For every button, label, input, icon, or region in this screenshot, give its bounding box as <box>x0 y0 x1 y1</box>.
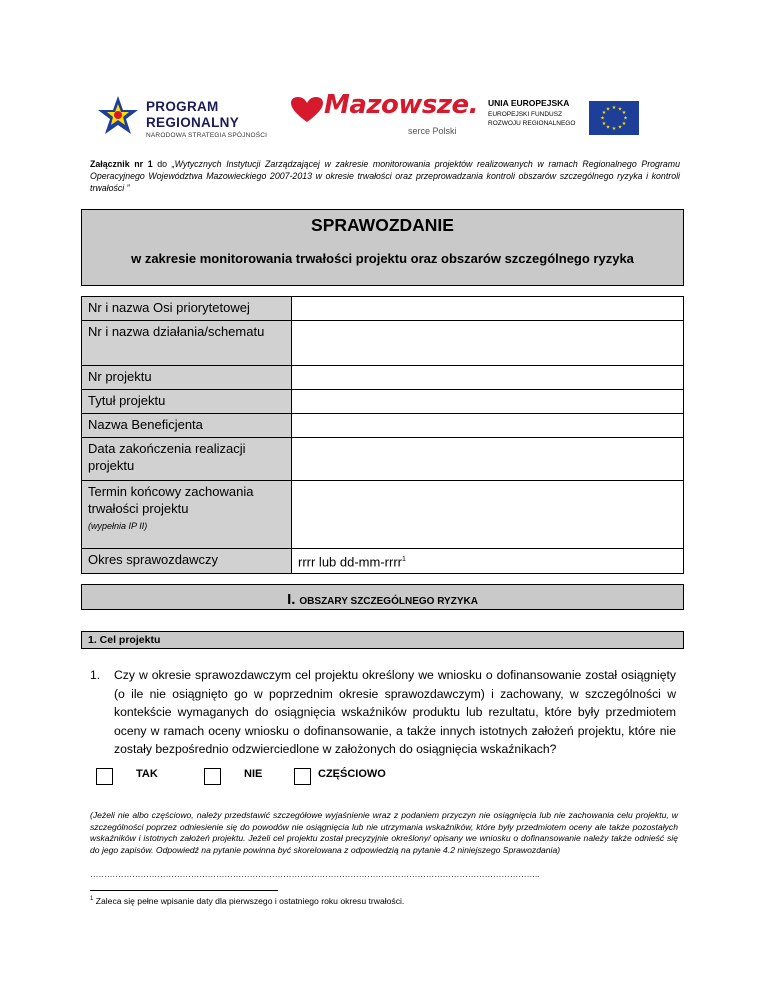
section-title: OBSZARY SZCZEGÓLNEGO RYZYKA <box>299 596 478 607</box>
tak-checkbox[interactable] <box>96 768 113 785</box>
action-label: Nr i nazwa działania/schematu <box>82 321 292 366</box>
logo-bar <box>78 86 676 144</box>
action-field[interactable] <box>292 321 684 366</box>
project-no-label: Nr projektu <box>82 366 292 390</box>
czesciowo-label: CZĘŚCIOWO <box>318 768 386 780</box>
eu-flag-icon <box>589 101 639 135</box>
answer-options <box>96 766 556 790</box>
nie-label: NIE <box>244 768 263 780</box>
program-star-icon <box>96 94 140 138</box>
durability-note: (wypełnia IP II) <box>88 521 148 531</box>
section-heading <box>81 584 684 610</box>
end-date-field[interactable] <box>292 438 684 481</box>
project-title-label: Tytuł projektu <box>82 390 292 414</box>
question-number: 1. <box>90 668 101 682</box>
ue-line1: UNIA EUROPEJSKA <box>488 98 570 108</box>
question-explanation: (Jeżeli nie albo częściowo, należy przedstawić szczegółowe wyjaśnienie wraz z podaniem przyczyn nie osiągnięcia lub nie zachowania celu projektu, w szczególności poprzez odniesienie się do powodów nie osiągnięcia lub nie utrzymania wskaźników, które były przedmiotem oceny ale także pozostałych wskaźników i istotnych założeń projektu. Jeżeli cel projektu został precyzyjnie określony/ opisany we wniosku o dofinansowanie należy także odnieść się do jego zapisów. Odpowiedź na pytanie powinna być skorelowana z odpowiedzią na pytanie 4.2 niniejszego Sprawozdania) <box>90 810 678 855</box>
period-value: rrrr lub dd-mm-rrrr <box>298 554 402 570</box>
report-subtitle: w zakresie monitorowania trwałości projektu oraz obszarów szczególnego ryzyka <box>131 251 634 266</box>
svg-text:★: ★ <box>617 106 623 113</box>
attachment-italic: „Wytycznych Instytucji Zarządzającej w zakresie monitorowania projektów realizowanych w ramach Regionalnego Programu Operacyjnego Województwa Mazowieckiego 2007-2013 w okresie trwałości oraz przeprowadzania kontroli obszarów szczególnego ryzyka i kontroli trwałości ” <box>90 159 680 193</box>
ue-logo <box>488 98 674 138</box>
answer-dots[interactable]: …………………………………………………………………………………………………………………………………………….. <box>90 869 540 879</box>
axis-field[interactable] <box>292 297 684 321</box>
program-regionalny-logo <box>96 94 286 142</box>
report-title: SPRAWOZDANIE <box>311 215 454 235</box>
czesciowo-checkbox[interactable] <box>294 768 311 785</box>
attachment-middle: do <box>152 159 172 169</box>
svg-text:★: ★ <box>605 106 611 113</box>
svg-text:★: ★ <box>611 126 617 132</box>
svg-text:★: ★ <box>623 115 628 122</box>
attachment-note <box>90 158 680 194</box>
period-field[interactable] <box>292 549 684 574</box>
svg-text:★: ★ <box>605 124 611 131</box>
svg-text:★: ★ <box>601 121 607 127</box>
mazowsze-logo <box>290 88 479 144</box>
end-date-label: Data zakończenia realizacji projektu <box>82 438 292 481</box>
beneficiary-field[interactable] <box>292 414 684 438</box>
footnote-text: Zaleca się pełne wpisanie daty dla pierwszego i ostatniego roku okresu trwałości. <box>95 896 405 906</box>
tak-label: TAK <box>136 768 158 780</box>
program-line1: PROGRAM <box>146 99 219 114</box>
report-header <box>81 209 684 286</box>
question-1 <box>90 666 676 759</box>
footnote <box>90 896 404 906</box>
svg-text:★: ★ <box>600 115 605 122</box>
svg-text:★: ★ <box>601 110 607 116</box>
svg-text:★: ★ <box>621 121 627 127</box>
project-info-table <box>81 296 684 574</box>
footnote-number: 1 <box>90 896 94 903</box>
project-no-field[interactable] <box>292 366 684 390</box>
beneficiary-label: Nazwa Beneficjenta <box>82 414 292 438</box>
subsection-heading: 1. Cel projektu <box>81 631 684 649</box>
program-sub: NARODOWA STRATEGIA SPÓJNOŚCI <box>146 132 268 139</box>
axis-label: Nr i nazwa Osi priorytetowej <box>82 297 292 321</box>
project-title-field[interactable] <box>292 390 684 414</box>
durability-field[interactable] <box>292 481 684 549</box>
footnote-separator <box>90 890 278 891</box>
program-line2: REGIONALNY <box>146 115 240 130</box>
section-number: I. <box>287 591 296 608</box>
svg-text:★: ★ <box>617 124 623 131</box>
attachment-prefix: Załącznik nr 1 <box>90 159 153 169</box>
period-footnote-ref: 1 <box>401 556 406 563</box>
period-label: Okres sprawozdawczy <box>82 549 292 574</box>
svg-text:★: ★ <box>611 105 617 111</box>
ue-line3: ROZWOJU REGIONALNEGO <box>488 120 576 127</box>
ue-line2: EUROPEJSKI FUNDUSZ <box>488 111 563 118</box>
nie-checkbox[interactable] <box>204 768 221 785</box>
durability-label: Termin końcowy zachowania trwałości projektu <box>88 484 254 516</box>
mazowsze-sub: serce Polski <box>408 126 457 136</box>
heart-icon <box>290 96 324 124</box>
durability-cell <box>82 481 292 549</box>
question-text: Czy w okresie sprawozdawczym cel projektu określony we wniosku o dofinansowanie został osiągnięty (o ile nie osiągnięto go w poprzednim okresie sprawozdawczym) i zachowany, w szczególności w kontekście wymaganych do osiągnięcia wskaźników produktu lub rezultatu, które były przedmiotem oceny w ramach oceny wniosku o dofinansowanie, a także innych istotnych założeń projektu, które nie zostały bezpośrednio odzwierciedlone w założonych do osiągnięcia wskaźnikach? <box>114 668 676 757</box>
mazowsze-wordmark: Mazowsze. <box>324 90 479 120</box>
svg-text:★: ★ <box>621 110 627 116</box>
